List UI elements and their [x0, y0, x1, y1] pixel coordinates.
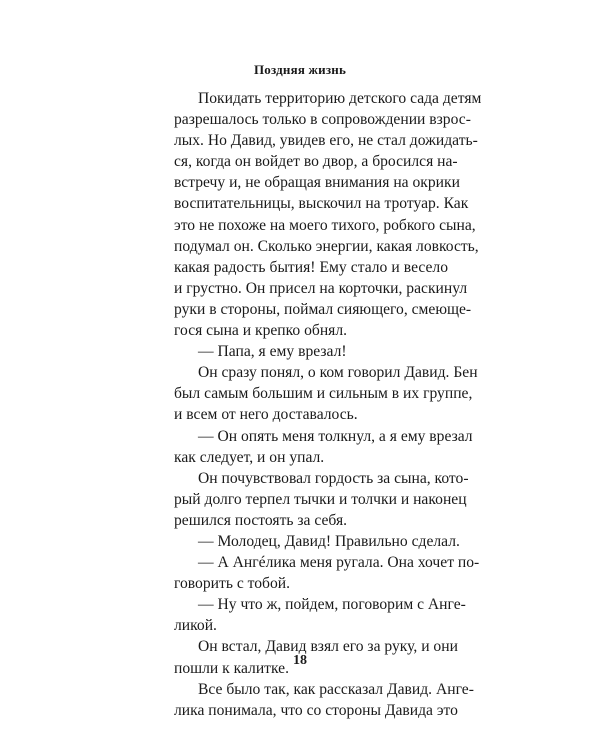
- body-text: [174, 88, 482, 721]
- text-line: и грустно. Он присел на корточки, раскинул: [174, 279, 468, 297]
- text-line: воспитательницы, выскочил на тротуар. Как: [174, 195, 469, 213]
- text-line: решился постоять за себя.: [174, 511, 348, 529]
- text-line: Он почувствовал гордость за сына, кото-: [198, 469, 469, 487]
- text-line: Все было так, как рассказал Давид. Анге-: [198, 680, 474, 698]
- text-line: Он сразу понял, о ком говорил Давид. Бен: [198, 364, 478, 382]
- text-line: какая радость бытия! Ему стало и весело: [174, 258, 448, 276]
- text-line: лых. Но Давид, увидев его, не стал дожидать-: [174, 132, 478, 150]
- text-line: встречу и, не обращая внимания на окрики: [174, 174, 460, 192]
- text-line: пошли к калитке.: [174, 659, 289, 677]
- text-line: это не похоже на моего тихого, робкого сына,: [174, 216, 476, 234]
- text-line: был самым большим и сильным в их группе,: [174, 385, 473, 403]
- text-line: Он встал, Давид взял его за руку, и они: [198, 638, 458, 656]
- text-line: гося сына и крепко обнял.: [174, 322, 348, 340]
- text-line: подумал он. Сколько энергии, какая ловкость,: [174, 237, 479, 255]
- text-line: — Молодец, Давид! Правильно сделал.: [198, 532, 460, 550]
- text-line: говорить с тобой.: [174, 575, 291, 593]
- text-line: — А Ангéлика меня ругала. Она хочет по-: [198, 554, 480, 572]
- page-number: 18: [293, 653, 307, 668]
- text-line: ликой.: [174, 617, 217, 635]
- text-line: как следует, и он упал.: [174, 448, 325, 466]
- text-line: лика понимала, что со стороны Давида это: [174, 701, 458, 719]
- text-line: разрешалось только в сопровождении взрос-: [174, 111, 471, 129]
- text-line: ся, когда он войдет во двор, а бросился на-: [174, 153, 458, 171]
- text-line: и всем от него доставалось.: [174, 406, 358, 424]
- text-line: рый долго терпел тычки и толчки и наконец: [174, 490, 467, 508]
- text-line: Покидать территорию детского сада детям: [198, 90, 482, 107]
- text-line: — Он опять меня толкнул, а я ему врезал: [198, 427, 473, 445]
- text-line: — Ну что ж, пойдем, поговорим с Анге-: [198, 596, 466, 614]
- text-line: руки в стороны, поймал сияющего, смеюще-: [174, 300, 472, 318]
- running-head: Поздняя жизнь: [253, 62, 347, 77]
- text-line: — Папа, я ему врезал!: [198, 343, 347, 361]
